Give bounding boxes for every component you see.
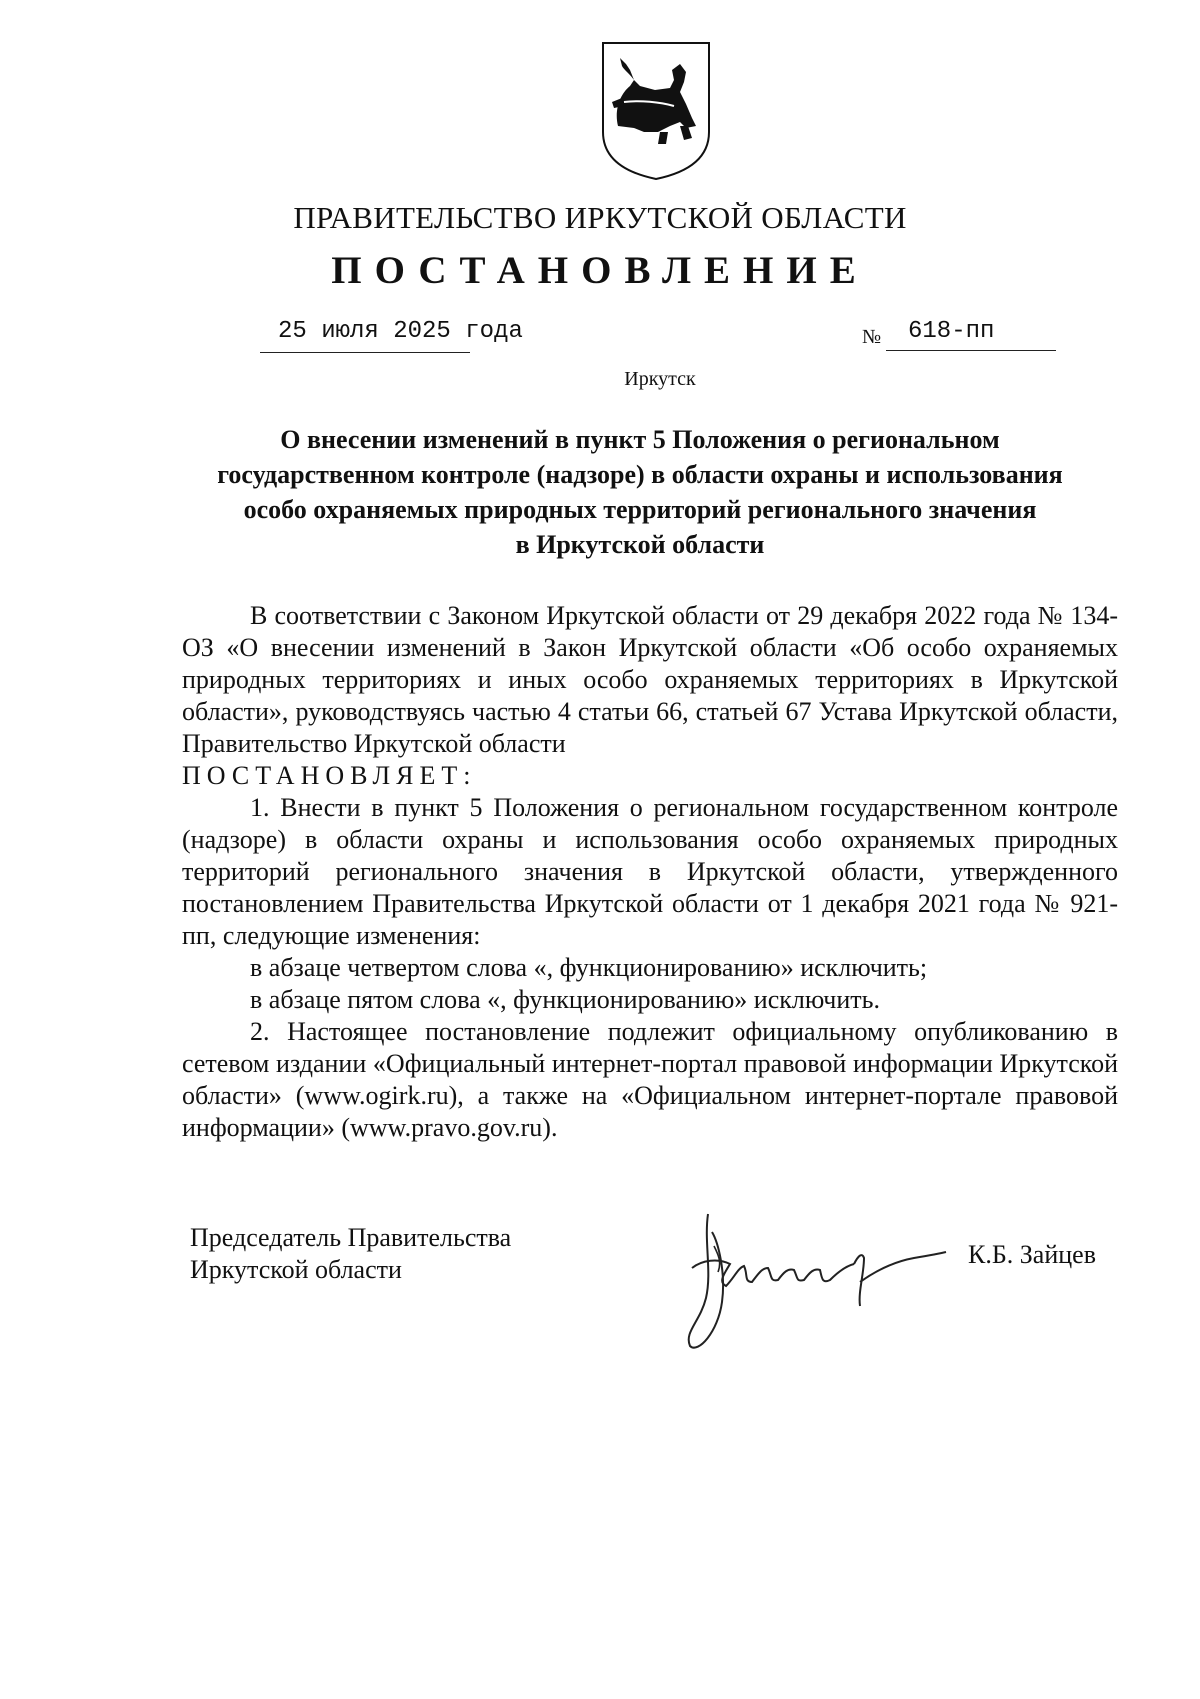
title-line: государственном контроле (надзоре) в области охраны и использования (217, 460, 1063, 489)
item-1-subparagraph: в абзаце пятом слова «, функционированию» исключить. (250, 985, 880, 1014)
resolves-word: ПОСТАНОВЛЯЕТ: (182, 761, 477, 790)
title-line: в Иркутской области (515, 530, 765, 559)
preamble-paragraph: В соответствии с Законом Иркутской области от 29 декабря 2022 года № 134-ОЗ «О внесении изменений в Закон Иркутской области «Об особо охраняемых природных территориях и иных особо охраняемых территориях в Иркутской области», руководствуясь частью 4 статьи 66, статьей 67 Устава Иркутской области, Правительство Иркутской области (182, 601, 1118, 758)
document-number: 618-пп (908, 318, 995, 345)
document-title (150, 422, 1130, 562)
signer-position-line: Иркутской области (190, 1255, 402, 1284)
number-sign: № (862, 326, 882, 348)
signer-position-line: Председатель Правительства (190, 1223, 512, 1252)
handwritten-signature-icon (678, 1202, 948, 1357)
date-underline (260, 352, 470, 353)
document-city: Иркутск (624, 368, 696, 390)
item-1-subparagraph: в абзаце четвертом слова «, функционированию» исключить; (250, 953, 928, 982)
title-line: особо охраняемых природных территорий регионального значения (243, 495, 1037, 524)
organization-name: ПРАВИТЕЛЬСТВО ИРКУТСКОЙ ОБЛАСТИ (293, 200, 907, 235)
coat-of-arms-icon (600, 40, 712, 182)
item-2-paragraph: 2. Настоящее постановление подлежит официальному опубликованию в сетевом издании «Официальный интернет-портал правовой информации Иркутской области» (www.ogirk.ru), а также на «Официальном интернет-портале правовой информации» (www.pravo.gov.ru). (182, 1017, 1118, 1142)
item-1-paragraph: 1. Внести в пункт 5 Положения о региональном государственном контроле (надзоре) в области охраны и использования особо охраняемых природных территорий регионального значения в Иркутской области, утвержденного постановлением Правительства Иркутской области от 1 декабря 2021 года № 921-пп, следующие изменения: (182, 793, 1118, 950)
document-type: ПОСТАНОВЛЕНИЕ (331, 249, 869, 292)
document-date: 25 июля 2025 года (278, 318, 523, 345)
signer-name: К.Б. Зайцев (968, 1240, 1096, 1269)
document-body (182, 600, 1118, 1144)
number-underline (886, 350, 1056, 351)
title-line: О внесении изменений в пункт 5 Положения о региональном (280, 425, 1000, 454)
signer-position (190, 1222, 511, 1286)
